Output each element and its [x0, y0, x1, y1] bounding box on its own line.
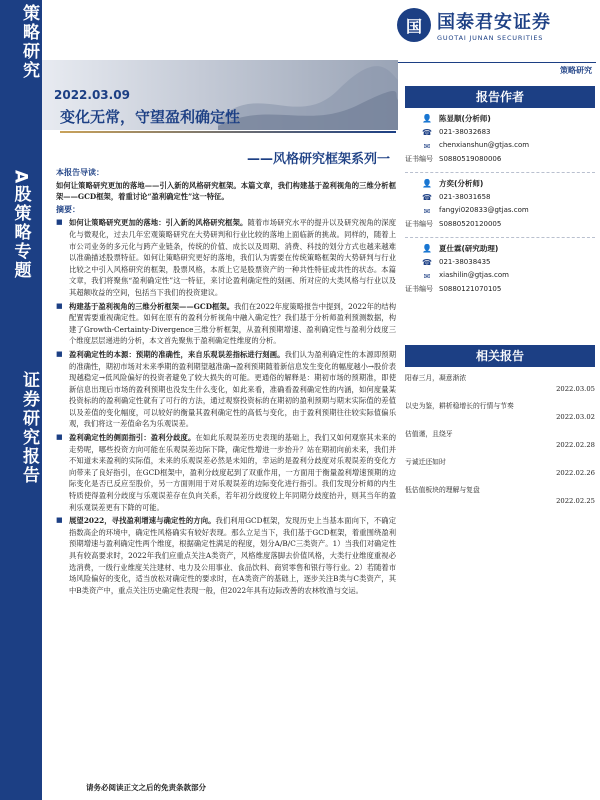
author-divider — [405, 172, 595, 173]
authors-heading: 报告作者 — [405, 86, 595, 108]
bullet-lead: 构建基于盈利视角的三维分析框架——GCD框架。 — [69, 301, 235, 311]
author-name: 方奕(分析师) — [439, 179, 484, 188]
main-content — [56, 167, 396, 596]
cert-number: S0880519080006 — [439, 154, 502, 163]
email-icon: ✉ — [423, 207, 431, 216]
phone-icon: ☎ — [422, 193, 432, 202]
bullet-text: 我们在2022年度策略报告中提到，2022年的结构配置需要重视确定性。如何在原有的盈利分析视角中融入确定性？我们基于分析师盈利预测数据，构建了Growth-Certainty-Divergence三维分析框架，从盈利预期增速、盈利确定性与盈利分歧度三个维度层层递进的分析，本文首先聚焦于盈利确定性维度的分析。 — [69, 301, 396, 346]
author-name: 夏仕霖(研究助理) — [439, 244, 499, 253]
abstract-bullet — [56, 432, 396, 513]
author-phone: 021-38032683 — [439, 127, 491, 136]
related-report-title: 估值谨，且绕牙 — [405, 430, 453, 438]
author-card — [405, 242, 595, 296]
guide-text: 如何让策略研究更加的落地——引入新的风格研究框架。本篇文章，我们构建基于盈利视角的三维分析框架——GCD框架，着重讨论“盈利确定性”这一特征。 — [56, 180, 396, 202]
related-report-title: 阳春三月，凝意渐浓 — [405, 374, 467, 382]
company-logo — [397, 4, 597, 46]
bullet-text: 随着市场研究水平的提升以及研究视角的深度化与微观化，过去几年宏观策略研究在大势研判和行业比较的落地上面临新的挑战。同样的，随着上市公司业务的多元化与跨产业链条，传统的价值、成长以及周期、消费、科技的划分方式也越来越难以准确描述股票特征。如何让策略研究更好的落地，我们认为需要在传统策略框架的大势研判与行业比较之中引入风格研究的框架，股票风格，本质上它是股票资产的一种共性特征或共性的状态。本篇文章，我们将聚焦“盈利确定性”这一特征，来讨论盈利确定性的刻画、所对应的大类风格与行业以及其超额收益的空间，包括当下我们的投资建议。 — [69, 218, 396, 297]
disclaimer-footer: 请务必阅读正文之后的免责条款部分 — [86, 783, 206, 792]
logo-mark-icon: 国 — [397, 8, 431, 42]
bullet-lead: 如何让策略研究更加的落地：引入新的风格研究框架。 — [69, 218, 248, 228]
author-card — [405, 112, 595, 166]
author-phone: 021-38038435 — [439, 257, 491, 266]
author-email[interactable]: xiashilin@gtjas.com — [439, 271, 509, 279]
guide-heading: 本报告导读： — [56, 168, 104, 177]
bullet-lead: 展望2022，寻找盈利增速与确定性的方向。 — [69, 516, 216, 526]
sidebar-label-bottom: 证券研究报告 — [19, 370, 39, 485]
bullet-text: 在如此乐观误差历史表现的基础上，我们又如何观察其未来的走势呢，哪些投资方向可能在乐观误差边际下降，确定性增进一步抬升？站在期初向前未来，我们并不知道未来盈利的实际值，未来的乐观误差必然是未知的，幸运的是盈利分歧度对乐观误差的变化方向带来了良好指引，在GCD框架中，盈利分歧度起到了双重作用，一方面用于衡量盈利增速预期的边际变化是否已反应至股价，另一方面则用于对乐观误差的边际变化进行指引。我们发现分析师的内生特质使得盈利分歧度与乐观误差存在负向关系，若年初分歧度较上年同期分歧度抬升，则其当年的盈利乐观误差更有下降的可能。 — [69, 433, 397, 512]
logo-en-text: GUOTAI JUNAN SECURITIES — [437, 34, 544, 42]
cert-number: S0880121070105 — [439, 284, 502, 293]
related-report-item[interactable] — [405, 401, 595, 423]
sidebar-label-top: 策略研究 — [19, 4, 39, 80]
report-date: 2022.03.09 — [54, 88, 130, 102]
related-heading: 相关报告 — [405, 345, 595, 367]
title-underline — [60, 131, 396, 133]
author-email[interactable]: chenxianshun@gtjas.com — [439, 141, 530, 149]
banner-wave-decoration — [218, 60, 398, 130]
related-report-item[interactable] — [405, 373, 595, 395]
abstract-bullet — [56, 217, 396, 298]
bullet-lead: 盈利确定性的侧面指引：盈利分歧度。 — [69, 433, 196, 443]
authors-panel — [405, 86, 595, 296]
bullet-text: 我们认为盈利确定性的本源即预期的准确性，期初市场对未来季期的盈利期望越准确→盈利预期随着新信息发生变化的幅度越小→股价表现越稳定→低风险偏好的投资者避免了较大损失的可能。更通俗的解释是：期初市场的预期准，即使新信息出现后市场的盈利预期也没发生什么变化，如此来看，准确看盈利确定性的内涵，如何度量某投资标的的盈利确定性就有了可行的方法，通过观察投资标的在期初的盈利预期与期末实际值的差值以及差值的变化幅度，可以较好的衡量其盈利确定性的高低与变化，由于盈利预期往往较实际值偏乐观，我们将这一差值命名为乐观误差。 — [69, 349, 397, 429]
report-subtitle: ——风格研究框架系列一 — [246, 152, 390, 167]
sidebar-label-mid: A股策略专题 — [10, 169, 31, 281]
author-name: 陈显顺(分析师) — [439, 114, 491, 123]
cert-label: 证书编号 — [405, 154, 433, 163]
cert-label: 证书编号 — [405, 284, 433, 293]
bullet-lead: 盈利确定性的本源：预期的准确性，来自乐观误差指标进行刻画。 — [69, 349, 285, 359]
abstract-bullet — [56, 301, 396, 347]
author-card — [405, 177, 595, 231]
related-report-title: 亏诚迁还如时 — [405, 458, 446, 466]
abstract-bullet — [56, 349, 396, 430]
related-report-item[interactable] — [405, 485, 595, 507]
author-phone: 021-38031658 — [439, 192, 491, 201]
bullet-text: 我们利用GCD框架，发现历史上当基本面向下，不确定指数高企的环境中，确定性风格确实有较好表现。那么立足当下，我们基于GCD框架，着重围绕盈利预期增速与盈利确定性两个维度，根据确定性满足的程度，划分A/B/C三类资产。1）当我们对确定性具有较高要求时，2022年我们应重点关注A类资产，风格维度落脚去价值风格，大类行业维度重视必选消费，一级行业维度关注建材、电力及公用事业、食品饮料、商贸零售和银行等行业。2）若随着市场风险偏好的变化，适当放松对确定性的要求时，在A类资产的基础上，逐步关注B类与C类资产，其中B类资产中，重点关注历史确定性表现一般，但2022年具有边际改善的农林牧渔与交运。 — [69, 516, 397, 595]
related-report-date: 2022.02.25 — [556, 497, 595, 505]
doc-type-label: 策略研究 — [560, 66, 592, 75]
related-report-title: 以史为鉴，耕析稳增长的行情与节奏 — [405, 402, 514, 410]
author-email[interactable]: fangyi020833@gtjas.com — [439, 206, 529, 214]
phone-icon: ☎ — [422, 128, 432, 137]
report-title: 变化无常，守望盈利确定性 — [60, 108, 241, 126]
related-report-date: 2022.03.02 — [556, 413, 595, 421]
abstract-bullet — [56, 515, 396, 596]
related-report-date: 2022.02.28 — [556, 441, 595, 449]
related-report-title: 低估值板块的理解与复盘 — [405, 486, 480, 494]
person-icon: 👤 — [422, 179, 432, 188]
phone-icon: ☎ — [422, 258, 432, 267]
related-report-item[interactable] — [405, 457, 595, 479]
logo-cn-text: 国泰君安证券 — [437, 12, 551, 33]
person-icon: 👤 — [422, 114, 432, 123]
email-icon: ✉ — [423, 272, 431, 281]
related-reports-panel — [405, 345, 595, 507]
author-divider — [405, 237, 595, 238]
person-icon: 👤 — [422, 244, 432, 253]
email-icon: ✉ — [423, 142, 431, 151]
related-report-item[interactable] — [405, 429, 595, 451]
abstract-heading: 摘要： — [56, 204, 80, 214]
related-report-date: 2022.02.26 — [556, 469, 595, 477]
cert-number: S0880520120005 — [439, 219, 502, 228]
related-report-date: 2022.03.05 — [556, 385, 595, 393]
cert-label: 证书编号 — [405, 219, 433, 228]
